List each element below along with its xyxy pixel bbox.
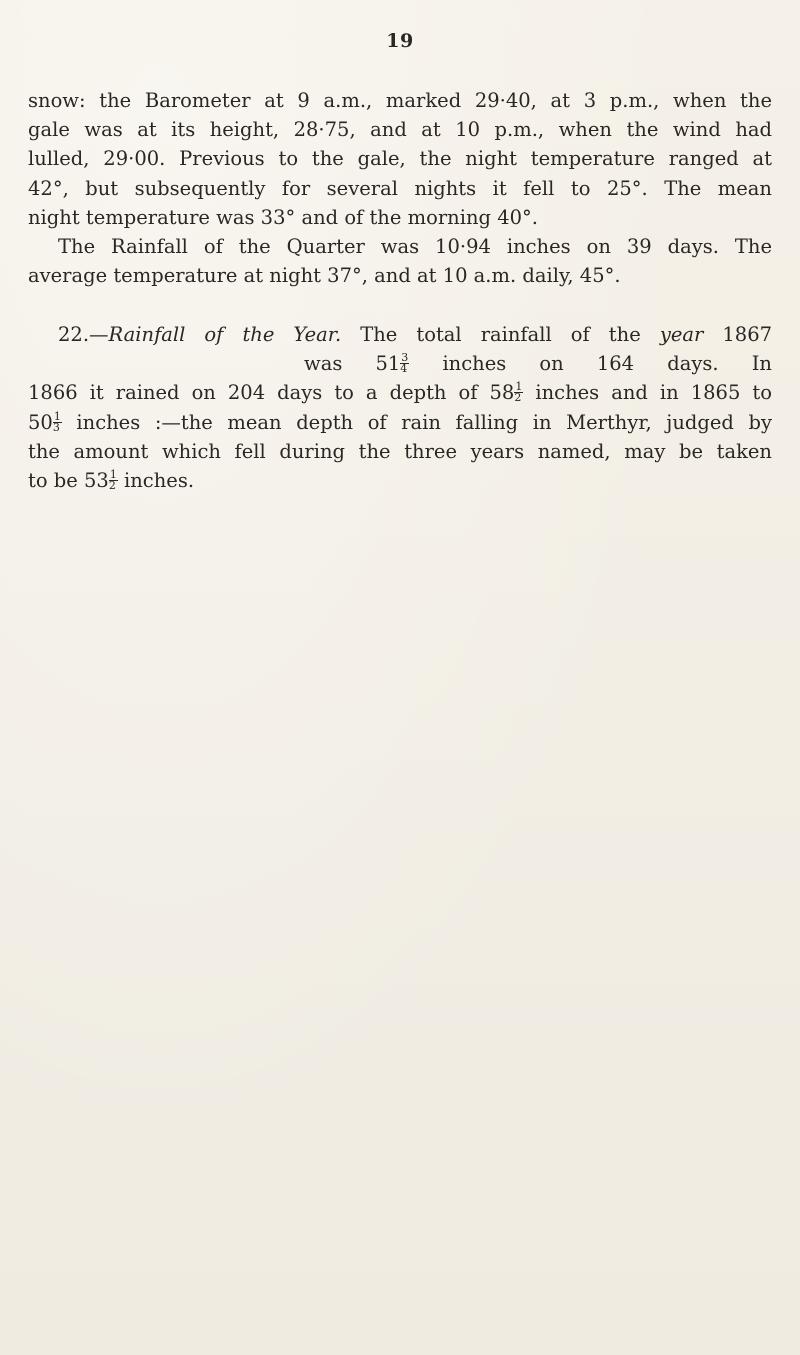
- fraction: [52, 409, 62, 434]
- text-fragment: inches :—the mean depth of rain falling in Merthyr, judged by: [61, 410, 772, 434]
- paragraph-quarter-rainfall: [28, 232, 772, 290]
- paragraph-year-rainfall: [28, 320, 772, 495]
- text-fragment: 50: [28, 410, 53, 434]
- fraction: [514, 382, 523, 403]
- text-line: The Rainfall of the Quarter was 10·94 inches on 39 days. The: [58, 235, 772, 258]
- fraction: [400, 353, 409, 374]
- text-fragment: was 51: [304, 352, 401, 376]
- text-line: [28, 378, 772, 407]
- text-line: [28, 408, 772, 437]
- fraction-numerator: 1: [109, 468, 117, 482]
- text-line: [28, 320, 772, 349]
- fraction-denominator: 2: [514, 391, 522, 405]
- text-line: [28, 349, 772, 378]
- text-line: 42°, but subsequently for several nights it fell to 25°. The mean: [28, 176, 772, 200]
- fraction-denominator: 2: [108, 479, 116, 493]
- fraction-denominator: 3: [52, 420, 60, 434]
- text-fragment: inches and in 1865 to: [523, 381, 772, 405]
- text-line: lulled, 29·00. Previous to the gale, the night temperature ranged at: [28, 147, 772, 171]
- text-fragment: 1867: [703, 323, 773, 346]
- paragraph-weather-notes: [28, 86, 772, 232]
- page-number: 19: [386, 30, 414, 52]
- section-heading: Rainfall of the Year.: [108, 323, 342, 346]
- fraction-numerator: 1: [53, 409, 61, 423]
- text-line: [28, 466, 772, 495]
- text-line: average temperature at night 37°, and at 10 a.m. daily, 45°.: [28, 264, 621, 288]
- text-fragment: inches.: [117, 469, 195, 493]
- text-line: the amount which fell during the three years named, may be taken: [28, 439, 772, 463]
- text-line: snow: the Barometer at 9 a.m., marked 29·40, at 3 p.m., when the: [28, 89, 772, 112]
- fraction: [109, 470, 118, 491]
- text-line: gale was at its height, 28·75, and at 10 p.m., when the wind had: [28, 118, 772, 142]
- section-number: 22.—: [58, 323, 109, 346]
- text-fragment: The total rainfall of the: [341, 323, 660, 346]
- text-fragment: 1866 it rained on 204 days to a depth of 58: [28, 381, 515, 405]
- fraction-numerator: 1: [515, 380, 523, 394]
- text-fragment: to be 53: [28, 469, 109, 493]
- fraction-denominator: 4: [400, 362, 408, 376]
- text-fragment: inches on 164 days. In: [409, 352, 772, 376]
- text-line: night temperature was 33° and of the morning 40°.: [28, 205, 538, 229]
- fraction-numerator: 3: [401, 351, 409, 365]
- text-fragment-italic: year: [659, 323, 704, 346]
